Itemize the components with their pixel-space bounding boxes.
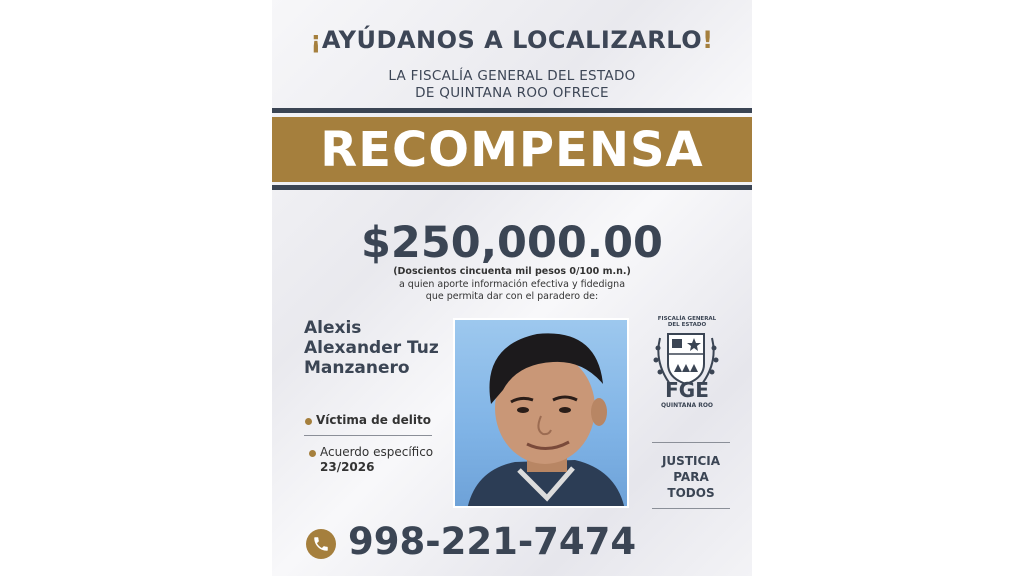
agreement-bullet-icon (309, 450, 316, 457)
phone-handset-icon (312, 535, 330, 553)
person-portrait-illustration (455, 320, 629, 508)
fge-logo-line-1: FISCALÍA GENERAL (657, 316, 717, 322)
slogan-bottom-rule (652, 508, 730, 509)
reward-amount-words: (Doscientos cincuenta mil pesos 0/100 m.n.) (393, 266, 631, 277)
contact-phone-number[interactable]: 998-221-7474 (348, 520, 637, 563)
slogan-line-3: TODOS (667, 486, 715, 500)
agreement-number: 23/2026 (320, 460, 375, 474)
slogan-top-rule (652, 442, 730, 443)
agency-line-1: LA FISCALÍA GENERAL DEL ESTADO (388, 68, 636, 84)
headline-text: AYÚDANOS A LOCALIZARLO (321, 26, 703, 54)
person-name-line-2: Alexander Tuz (304, 338, 439, 358)
banner-bottom-rule (272, 185, 752, 190)
reward-description-2: que permita dar con el paradero de: (425, 291, 599, 302)
reward-description-1: a quien aporte información efectiva y fidedigna (398, 279, 626, 290)
fge-logo-line-2: DEL ESTADO (667, 322, 707, 328)
fge-logo-agency-name (642, 316, 732, 328)
poster-headline (272, 26, 752, 54)
slogan-line-2: PARA (673, 470, 709, 484)
reward-amount: $250,000.00 (361, 218, 663, 268)
status-bullet-icon (305, 418, 312, 425)
phone-icon (306, 529, 336, 559)
fge-logo-initials: FGE (665, 378, 709, 402)
fge-logo-state: QUINTANA ROO (660, 402, 714, 409)
agency-line-2: DE QUINTANA ROO OFRECE (415, 85, 609, 101)
victim-status: Víctima de delito (316, 413, 431, 427)
banner-top-rule (272, 108, 752, 113)
info-divider (304, 435, 432, 436)
agreement-label: Acuerdo específico (320, 445, 434, 459)
headline-open-mark: ¡ (310, 26, 322, 54)
person-name-line-3: Manzanero (304, 358, 410, 378)
slogan-line-1: JUSTICIA (661, 454, 721, 468)
missing-person-photo (453, 318, 629, 508)
person-name-line-1: Alexis (304, 318, 362, 338)
reward-banner: RECOMPENSA (272, 117, 752, 182)
headline-close-mark: ! (702, 26, 714, 54)
reward-poster (272, 0, 752, 576)
